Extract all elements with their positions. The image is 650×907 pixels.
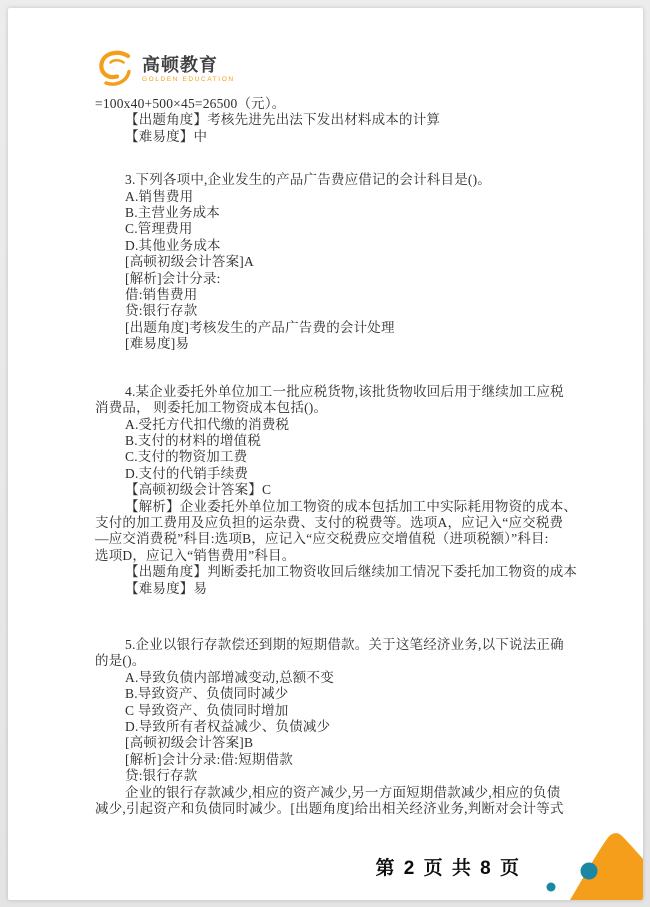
text-line: 【出题角度】判断委托加工物资收回后继续加工情况下委托加工物资的成本 [125, 564, 578, 580]
text-line: A.销售费用 [125, 188, 194, 204]
text-line: 消费品， 则委托加工物资成本包括()。 [95, 400, 328, 416]
text-line: 【难易度】易 [125, 580, 208, 596]
text-line: 贷:银行存款 [125, 303, 198, 319]
text-line: A.导致负债内部增减变动,总额不变 [125, 669, 334, 685]
text-line: D.导致所有者权益减少、负债减少 [125, 719, 331, 734]
page-indicator: 第 2 页 共 8 页 [375, 858, 521, 879]
brand-name-en: GOLDEN EDUCATION [142, 75, 235, 83]
text-line: D.支付的代销手续费 [125, 465, 249, 481]
text-line: [难易度]易 [125, 336, 190, 352]
text-line: [高顿初级会计答案]A [125, 254, 254, 270]
text-line: C 导致资产、负债同时增加 [125, 702, 289, 718]
teal-dot-large [581, 863, 598, 880]
text-line: [解析]会计分录:借:短期借款 [125, 751, 293, 767]
question-4 [95, 383, 578, 597]
mountain-shape [570, 833, 643, 900]
brand-text [142, 55, 235, 84]
text-line: C.管理费用 [125, 221, 193, 237]
teal-dot-small [547, 883, 556, 892]
text-line: B.支付的材料的增值税 [125, 432, 262, 448]
golden-education-logo-icon [95, 49, 137, 89]
text-line: 贷:银行存款 [125, 768, 198, 784]
text-line: 【难易度】中 [125, 128, 208, 144]
text-line: 3.下列各项中,企业发生的产品广告费应借记的会计科目是()。 [125, 172, 491, 188]
document-content [95, 96, 578, 817]
question-3 [95, 172, 565, 352]
text-line: 的是()。 [95, 653, 146, 669]
text-line: A.受托方代扣代缴的消费税 [125, 416, 290, 432]
text-line: 【高顿初级会计答案】C [125, 482, 272, 498]
text-line: 4.某企业委托外单位加工一批应税货物,该批货物收回后用于继续加工应税 [125, 383, 564, 399]
corner-decoration [540, 825, 643, 900]
question-5 [95, 637, 565, 817]
text-line: 减少,引起资产和负债同时减少。[出题角度]给出相关经济业务,判断对会计等式 [95, 801, 564, 817]
text-line: B.主营业务成本 [125, 205, 220, 221]
text-line: [出题角度]考核发生的产品广告费的会计处理 [125, 319, 395, 335]
brand-logo [95, 48, 235, 90]
text-line: 5.企业以银行存款偿还到期的短期借款。关于这笔经济业务,以下说法正确 [125, 636, 564, 652]
text-line: 【出题角度】考核先进先出法下发出材料成本的计算 [125, 112, 441, 128]
text-line: 企业的银行存款减少,相应的资产减少,另一方面短期借款减少,相应的负债 [125, 784, 561, 800]
question-2-tail [95, 96, 565, 145]
document-page [8, 8, 643, 900]
text-line: =100x40+500×45=26500（元）。 [95, 96, 286, 111]
text-line: [高顿初级会计答案]B [125, 735, 254, 751]
text-line: 选项D，应记入“销售费用”科目。 [95, 547, 296, 563]
text-line: C.支付的物资加工费 [125, 449, 248, 465]
brand-name-cn: 高顿教育 [142, 54, 218, 75]
text-line: D.其他业务成本 [125, 237, 221, 253]
text-line: —应交消费税”科目:选项B，应记入“应交税费应交增值税（进项税额）”科目: [95, 531, 549, 547]
text-line: [解析]会计分录: [125, 270, 221, 286]
text-line: 支付的加工费用及应负担的运杂费、支付的税费等。选项A，应记入“应交税费 [95, 514, 564, 530]
text-line: 借:销售费用 [125, 287, 198, 303]
text-line: B.导致资产、负债同时减少 [125, 686, 289, 702]
text-line: 【解析】企业委托外单位加工物资的成本包括加工中实际耗用物资的成本、 [125, 498, 578, 514]
